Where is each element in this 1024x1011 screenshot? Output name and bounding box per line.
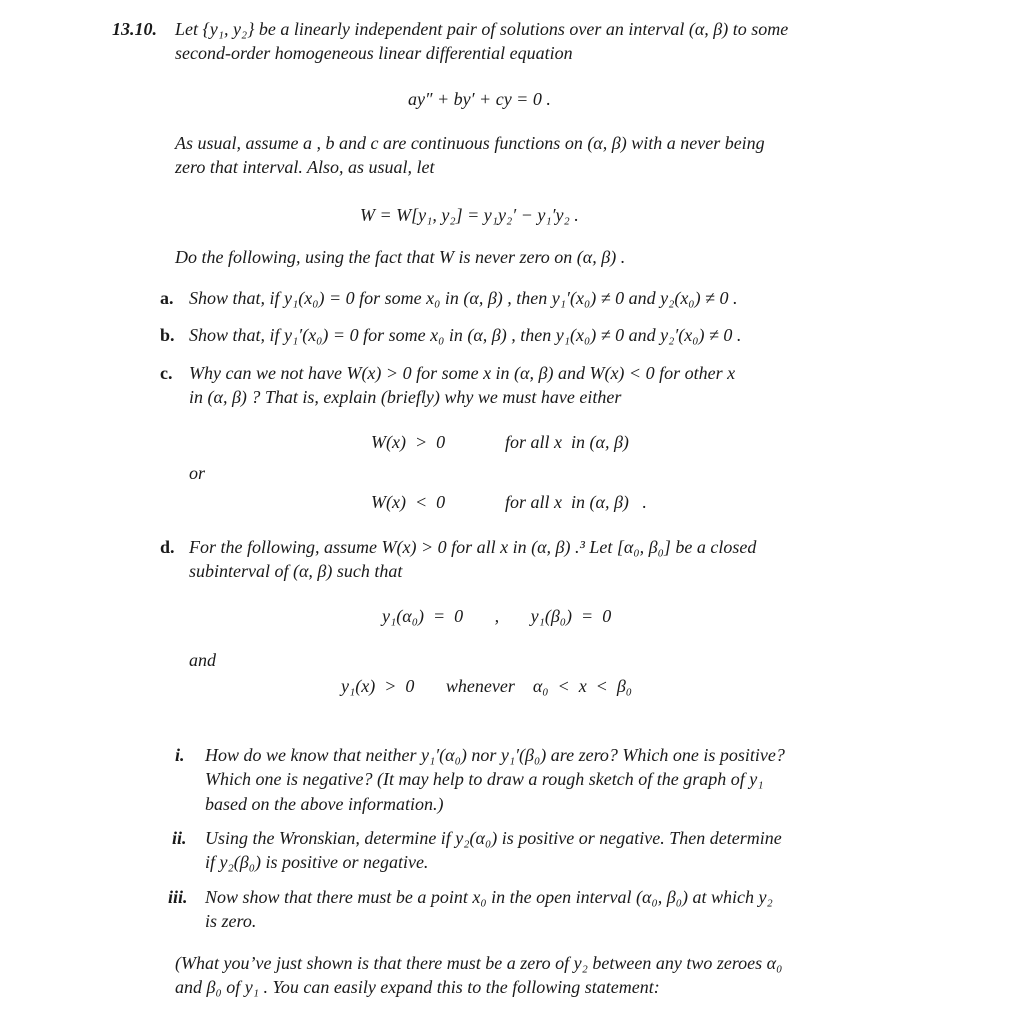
part-c-line-2: in (α, β) ? That is, explain (briefly) why we must have either [189,387,622,407]
wronskian-equation: W = W[y₁, y₂] = y₁y₂′ − y₁′y₂ . [360,205,579,225]
instruction: Do the following, using the fact that W is never zero on (α, β) . [175,247,626,267]
part-d-iii-line-2: is zero. [205,911,257,931]
part-d-label: d. [160,537,175,557]
problem-number: 13.10. [112,19,157,39]
part-a-text: Show that, if y₁(x₀) = 0 for some x₀ in (α, β) , then y₁′(x₀) ≠ 0 and y₂(x₀) ≠ 0 . [189,288,738,308]
part-d-line-2: subinterval of (α, β) such that [189,561,403,581]
part-d-ii-line-2: if y₂(β₀) is positive or negative. [205,852,429,872]
part-d-line-1: For the following, assume W(x) > 0 for all x in (α, β) .³ Let [α₀, β₀] be a closed [189,537,757,557]
part-d-iii-line-1: Now show that there must be a point x₀ in the open interval (α₀, β₀) at which y₂ [205,887,773,907]
assume-line-2: zero that interval. Also, as usual, let [175,157,435,177]
intro-line-1: Let {y₁, y₂} be a linearly independent pair of solutions over an interval (α, β) to some [175,19,789,39]
part-d-i-line-1: How do we know that neither y₁′(α₀) nor y₁′(β₀) are zero? Which one is positive? [205,745,785,765]
part-d-eq1: y₁(α₀) = 0 , y₁(β₀) = 0 [382,606,612,626]
part-d-eq2: y₁(x) > 0 whenever α₀ < x < β₀ [341,676,633,696]
part-d-iii-label: iii. [168,887,188,907]
ode-equation: ay″ + by′ + cy = 0 . [408,89,551,109]
intro-line-2: second-order homogeneous linear differential equation [175,43,573,63]
assume-line-1: As usual, assume a , b and c are continuous functions on (α, β) with a never being [175,133,765,153]
part-d-and: and [189,650,216,670]
part-c-or: or [189,463,206,483]
part-d-ii-line-1: Using the Wronskian, determine if y₂(α₀) is positive or negative. Then determine [205,828,782,848]
closing-line-1: (What you’ve just shown is that there must be a zero of y₂ between any two zeroes α₀ [175,953,783,973]
part-d-i-line-3: based on the above information.) [205,794,444,814]
part-c-eq2-left: W(x) < 0 [371,492,446,512]
part-b-label: b. [160,325,175,345]
part-c-eq2-right: for all x in (α, β) . [505,492,647,512]
part-c-eq1-left: W(x) > 0 [371,432,446,452]
part-c-eq1-right: for all x in (α, β) [505,432,629,452]
part-a-label: a. [160,288,174,308]
part-b-text: Show that, if y₁′(x₀) = 0 for some x₀ in (α, β) , then y₁(x₀) ≠ 0 and y₂′(x₀) ≠ 0 . [189,325,742,345]
part-c-line-1: Why can we not have W(x) > 0 for some x in (α, β) and W(x) < 0 for other x [189,363,736,383]
part-d-ii-label: ii. [172,828,187,848]
part-c-label: c. [160,363,173,383]
part-d-i-line-2: Which one is negative? (It may help to draw a rough sketch of the graph of y₁ [205,769,764,789]
part-d-i-label: i. [175,745,185,765]
closing-line-2: and β₀ of y₁ . You can easily expand this to the following statement: [175,977,660,997]
